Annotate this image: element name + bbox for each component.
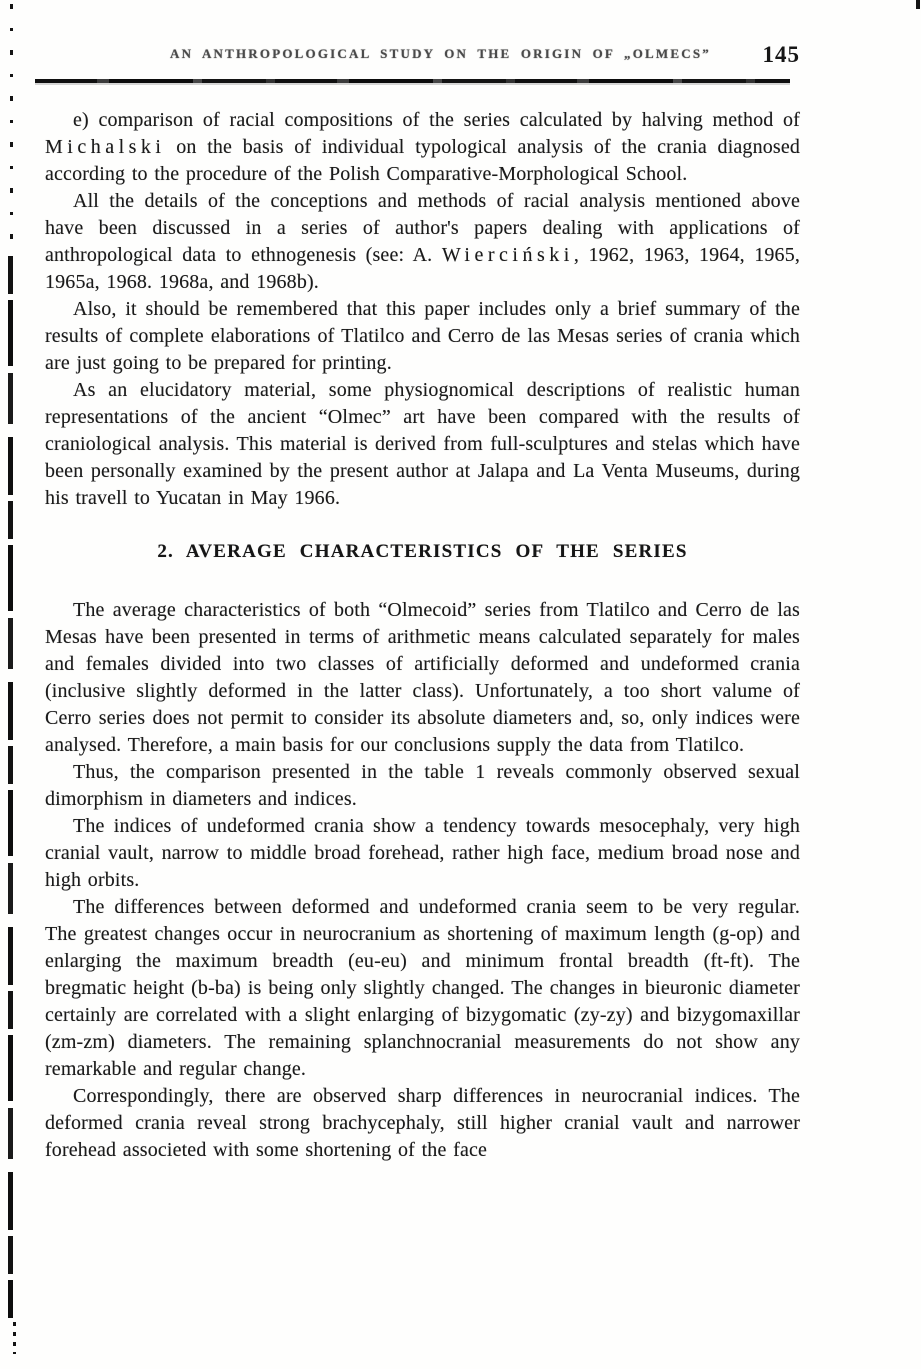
paragraph [45,759,800,813]
text-run: The average characteristics of both “Olmecoid” series from Tlatilco and Cerro de las Mesas have been presented in terms of arithmetic means calculated separately for males and females divided into two classes of artificially deformed and undeformed crania (inclusive slightly deformed in the latter class). Unfortunately, a too short valume of Cerro series does not permit to consider its absolute diameters and, so, only indices were analysed. Therefore, a main basis for our conclusions supply the data from Tlatilco. [45,599,800,756]
section-heading: 2. AVERAGE CHARACTERISTICS OF THE SERIES [157,541,688,562]
paragraph [45,1083,800,1164]
text-run: Also, it should be remembered that this paper includes only a brief summary of the results of complete elaborations of Tlatilco and Cerro de las Mesas series of crania which are just going to be prepared for printing. [45,298,800,374]
paragraph [45,107,800,188]
text-run: The indices of undeformed crania show a tendency towards mesocephaly, very high cranial vault, narrow to middle broad forehead, rather high face, medium broad nose and high orbits. [45,815,800,891]
letterspaced-name: Michalski [45,136,166,158]
paragraph [45,188,800,296]
paragraph [45,597,800,759]
running-header [45,42,800,72]
text-run: on the basis of individual typological analysis of the crania diagnosed according to the procedure of the Polish Comparative-Morphological School. [45,136,800,185]
paragraph [45,813,800,894]
page-body [45,107,800,1164]
paragraph [45,377,800,512]
text-run: e) comparison of racial compositions of the series calculated by halving method of [73,109,800,131]
text-run: Thus, the comparison presented in the table 1 reveals commonly observed sexual dimorphism in diameters and indices. [45,761,800,810]
text-run: The differences between deformed and undeformed crania seem to be very regular. The greatest changes occur in neurocranium as shortening of maximum length (g-op) and enlarging the maximum breadth (eu-eu) and minimum frontal breadth (ft-ft). The bregmatic height (b-ba) is being only slightly changed. The changes in bieuronic diameter certainly are correlated with a slight enlarging of bizygomatic (zy-zy) and bizygomaxillar (zm-zm) diameters. The remaining splanchnocranial measurements do not show any remarkable and regular change. [45,896,800,1080]
text-run: All the details of the conceptions and methods of racial analysis mentioned above have been discussed in a series of author's papers dealing with applications of anthropological data to ethnogenesis (see: A. [45,190,800,266]
text-run: As an elucidatory material, some physiognomical descriptions of realistic human representations of the ancient “Olmec” art have been compared with the results of craniological analysis. This material is derived from full-sculptures and stelas which have been personally examined by the present author at Jalapa and La Venta Museums, during his travell to Yucatan in May 1966. [45,379,800,509]
page-number: 145 [762,42,800,67]
running-title: AN ANTHROPOLOGICAL STUDY ON THE ORIGIN OF „OLMECS” [170,46,711,61]
binding-artifact-line [8,256,13,1318]
paragraph [45,894,800,1083]
header-rule [35,79,790,83]
paragraph [45,296,800,377]
text-run: Correspondingly, there are observed sharp differences in neurocranial indices. The deformed crania reveal strong brachycephaly, still higher cranial vault and narrower forehead associeted with some shortening of the face [45,1085,800,1161]
binding-artifact-dots-bottom [13,1322,16,1354]
scan-corner-mark [916,0,920,9]
text-run: , 1962, 1963, 1964, 1965, 1965a, 1968. 1968a, and 1968b). [45,244,800,293]
binding-artifact-dots-top [10,4,13,256]
letterspaced-name: Wierciński [441,244,574,266]
